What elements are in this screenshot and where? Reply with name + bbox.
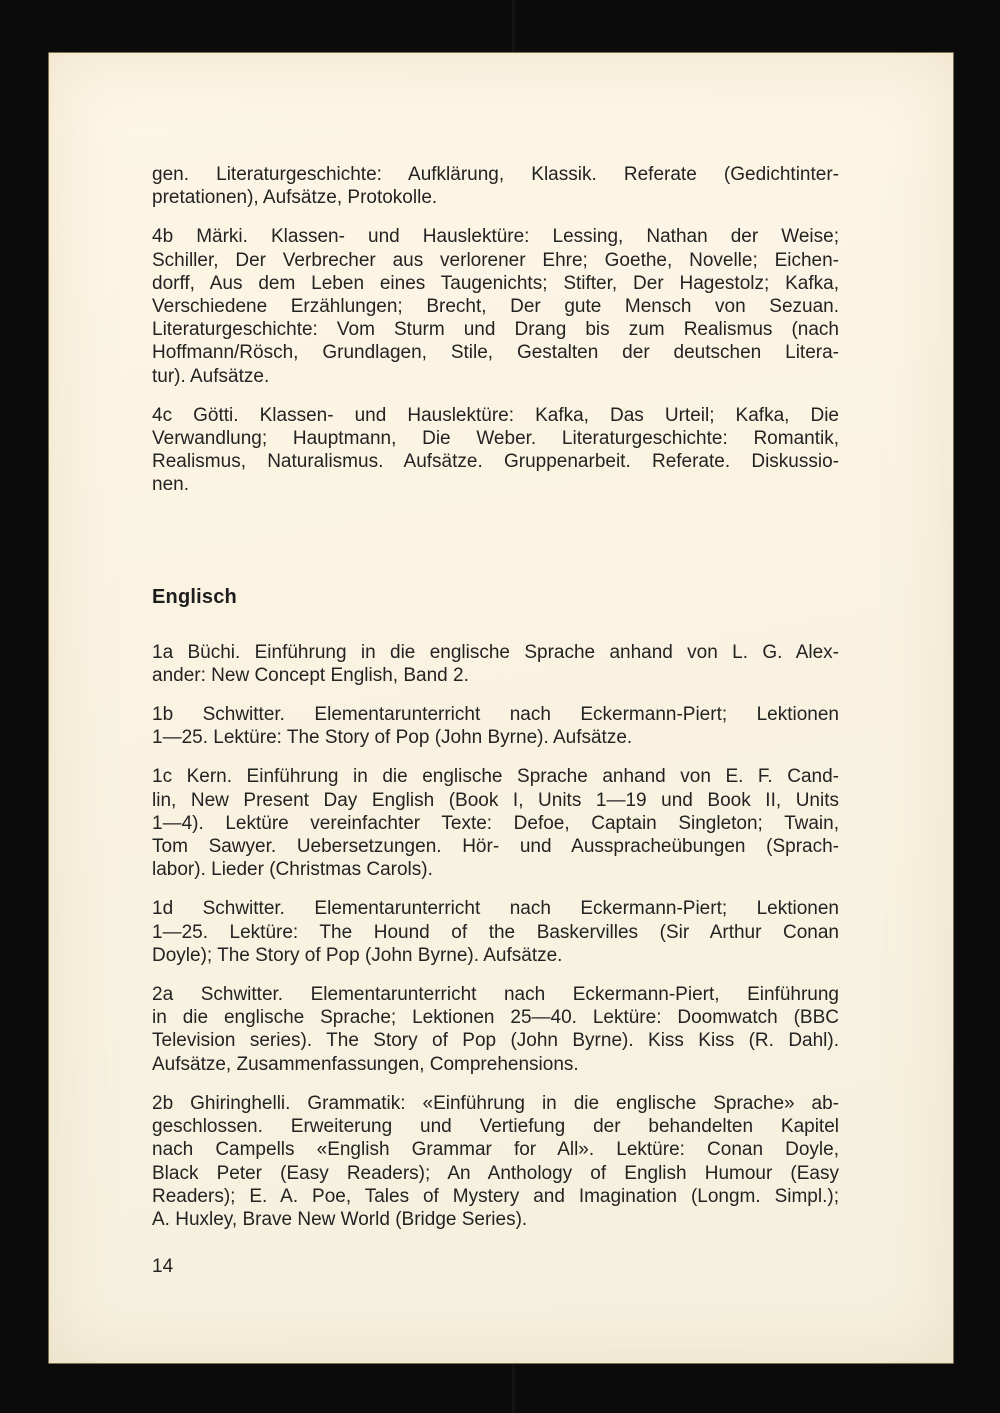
text-line: Tom Sawyer. Uebersetzungen. Hör- und Ausspracheübungen (Sprach-	[152, 836, 839, 858]
section-heading-englisch: Englisch	[152, 585, 237, 608]
text-line: 4b Märki. Klassen- und Hauslektüre: Lessing, Nathan der Weise;	[152, 226, 839, 248]
paragraph	[152, 765, 839, 881]
text-line: labor). Lieder (Christmas Carols).	[152, 859, 433, 881]
text-line: lin, New Present Day English (Book I, Units 1—19 und Book II, Units	[152, 789, 839, 811]
paragraph	[152, 163, 839, 209]
text-line: Television series). The Story of Pop (John Byrne). Kiss Kiss (R. Dahl).	[152, 1030, 839, 1052]
text-line: Verschiedene Erzählungen; Brecht, Der gute Mensch von Sezuan.	[152, 296, 839, 318]
page-number: 14	[152, 1256, 174, 1278]
paper-page	[48, 52, 954, 1364]
text-block-german	[152, 163, 839, 497]
text-line: 2b Ghiringhelli. Grammatik: «Einführung in die englische Sprache» ab-	[152, 1092, 839, 1114]
paragraph	[152, 641, 839, 687]
text-line: Verwandlung; Hauptmann, Die Weber. Literaturgeschichte: Romantik,	[152, 428, 839, 450]
text-line: Schiller, Der Verbrecher aus verlorener Ehre; Goethe, Novelle; Eichen-	[152, 249, 839, 271]
text-line: Hoffmann/Rösch, Grundlagen, Stile, Gestalten der deutschen Litera-	[152, 342, 839, 364]
text-block-english	[152, 641, 839, 1231]
paragraph	[152, 404, 839, 497]
text-line: 1a Büchi. Einführung in die englische Sprache anhand von L. G. Alex-	[152, 641, 839, 663]
text-line: A. Huxley, Brave New World (Bridge Series).	[152, 1208, 528, 1230]
text-line: gen. Literaturgeschichte: Aufklärung, Klassik. Referate (Gedichtinter-	[152, 164, 839, 185]
text-line: Realismus, Naturalismus. Aufsätze. Gruppenarbeit. Referate. Diskussio-	[152, 451, 839, 473]
paragraph	[152, 225, 839, 387]
text-line: tur). Aufsätze.	[152, 365, 270, 387]
text-line: in die englische Sprache; Lektionen 25—40. Lektüre: Doomwatch (BBC	[152, 1007, 839, 1029]
text-line: 1d Schwitter. Elementarunterricht nach Eckermann-Piert; Lektionen	[152, 898, 839, 920]
text-line: Literaturgeschichte: Vom Sturm und Drang bis zum Realismus (nach	[152, 319, 839, 341]
text-line: nach Campells «English Grammar for All». Lektüre: Conan Doyle,	[152, 1139, 839, 1161]
text-line: 1—25. Lektüre: The Hound of the Baskervilles (Sir Arthur Conan	[152, 921, 839, 943]
text-line: 1—25. Lektüre: The Story of Pop (John Byrne). Aufsätze.	[152, 727, 633, 749]
paragraph	[152, 703, 839, 749]
paragraph	[152, 1092, 839, 1231]
text-line: Black Peter (Easy Readers); An Anthology of English Humour (Easy	[152, 1162, 839, 1184]
text-line: dorff, Aus dem Leben eines Taugenichts; Stifter, Der Hagestolz; Kafka,	[152, 272, 839, 294]
text-line: 2a Schwitter. Elementarunterricht nach Eckermann-Piert, Einführung	[152, 984, 839, 1006]
text-line: 1b Schwitter. Elementarunterricht nach Eckermann-Piert; Lektionen	[152, 704, 839, 726]
paragraph	[152, 897, 839, 967]
text-line: 4c Götti. Klassen- und Hauslektüre: Kafka, Das Urteil; Kafka, Die	[152, 404, 839, 426]
page-content	[152, 163, 839, 1278]
paragraph	[152, 983, 839, 1076]
text-line: Doyle); The Story of Pop (John Byrne). Aufsätze.	[152, 944, 563, 966]
text-line: geschlossen. Erweiterung und Vertiefung der behandelten Kapitel	[152, 1116, 839, 1138]
text-line: Aufsätze, Zusammenfassungen, Comprehensions.	[152, 1053, 579, 1075]
text-line: nen.	[152, 474, 189, 496]
text-line: Readers); E. A. Poe, Tales of Mystery and Imagination (Longm. Simpl.);	[152, 1185, 839, 1207]
text-line: 1—4). Lektüre vereinfachter Texte: Defoe, Captain Singleton; Twain,	[152, 812, 839, 834]
text-line: pretationen), Aufsätze, Protokolle.	[152, 187, 438, 209]
text-line: 1c Kern. Einführung in die englische Sprache anhand von E. F. Cand-	[152, 766, 839, 788]
text-line: ander: New Concept English, Band 2.	[152, 664, 469, 686]
